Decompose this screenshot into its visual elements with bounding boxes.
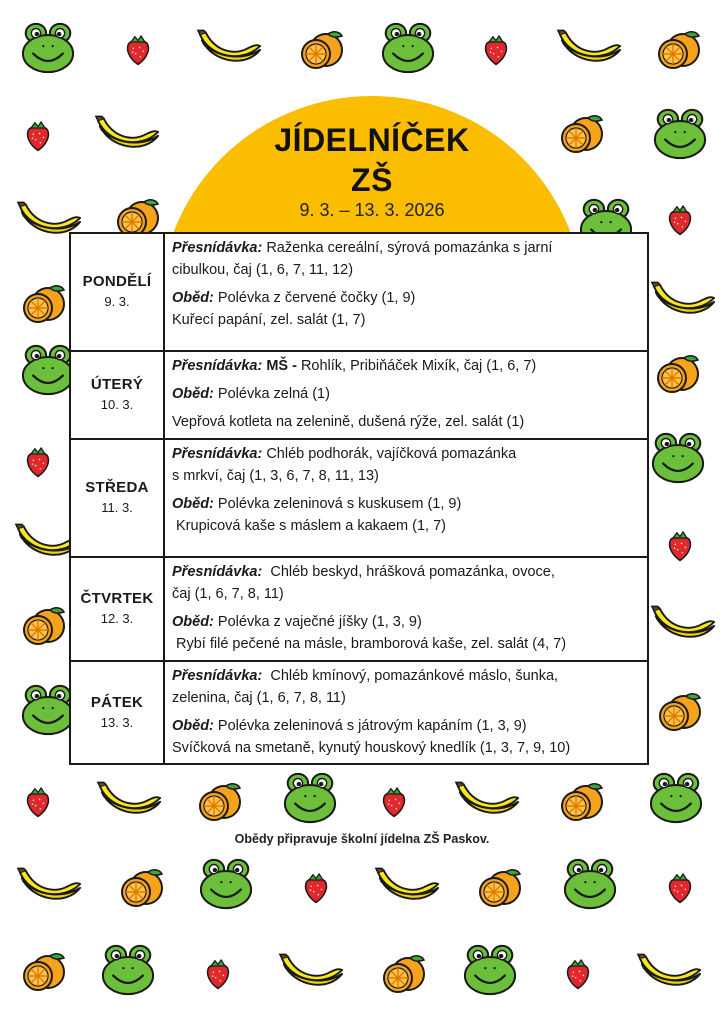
breakfast-text: Raženka cereální, sýrová pomazánka s jarní <box>266 240 553 256</box>
breakfast-label: Přesnídávka: <box>172 564 263 580</box>
banana-icon <box>454 776 522 820</box>
breakfast-label: Přesnídávka: <box>172 240 263 256</box>
frog-icon <box>462 944 518 996</box>
breakfast-text: Chléb beskyd, hrášková pomazánka, ovoce, <box>270 564 555 580</box>
footer-note: Obědy připravuje školní jídelna ZŠ Paskov. <box>234 832 490 846</box>
lunch-label: Oběd: <box>172 386 214 402</box>
lunch-line: Kuřecí papání, zel. salát (1, 7) <box>172 312 366 328</box>
lunch-text: Polévka zeleninová s játrovým kapáním (1, 3, 9) <box>217 718 527 734</box>
strawberry-icon <box>664 202 696 236</box>
strawberry-icon <box>664 870 696 904</box>
lunch-line: Rybí filé pečené na másle, bramborová kaše, zel. salát (4, 7) <box>176 636 567 652</box>
lunch-line: Krupicová kaše s máslem a kakaem (1, 7) <box>176 518 446 534</box>
breakfast-line <box>172 355 641 377</box>
date-range: 9. 3. – 13. 3. 2026 <box>299 200 445 220</box>
lunch-text: Polévka z červené čočky (1, 9) <box>217 290 416 306</box>
day-cell <box>70 557 164 661</box>
strawberry-icon <box>22 118 54 152</box>
frog-icon <box>652 108 708 160</box>
banana-icon <box>196 24 264 68</box>
breakfast-line: s mrkví, čaj (1, 3, 6, 7, 8, 11, 13) <box>172 468 379 484</box>
strawberry-icon <box>202 956 234 990</box>
lunch-line: Svíčková na smetaně, kynutý houskový knedlík (1, 3, 7, 9, 10) <box>172 740 571 756</box>
frog-icon <box>650 432 706 484</box>
table-row <box>70 557 648 661</box>
day-cell <box>70 661 164 764</box>
strawberry-icon <box>300 870 332 904</box>
breakfast-line: čaj (1, 6, 7, 8, 11) <box>172 586 284 602</box>
day-cell <box>70 233 164 351</box>
lunch-label: Oběd: <box>172 496 214 512</box>
lunch-line <box>172 611 641 633</box>
breakfast-line: zelenina, čaj (1, 6, 7, 8, 11) <box>172 690 346 706</box>
breakfast-text: Chléb kmínový, pomazánkové máslo, šunka, <box>270 668 559 684</box>
frog-icon <box>380 22 436 74</box>
day-date: 12. 3. <box>100 611 134 626</box>
meals-cell <box>164 439 648 557</box>
orange-icon <box>380 952 428 996</box>
meals-cell <box>164 661 648 764</box>
meals-cell <box>164 233 648 351</box>
menu-table <box>69 232 649 765</box>
meals-cell <box>164 351 648 439</box>
lunch-label: Oběd: <box>172 290 214 306</box>
strawberry-icon <box>378 784 410 818</box>
day-cell <box>70 351 164 439</box>
lunch-text: Polévka zelná (1) <box>217 386 330 402</box>
lunch-text: Polévka zeleninová s kuskusem (1, 9) <box>217 496 462 512</box>
day-date: 13. 3. <box>100 714 134 730</box>
day-cell <box>70 439 164 557</box>
banana-icon <box>636 948 704 992</box>
day-name: ČTVRTEK <box>80 590 154 607</box>
frog-icon <box>20 684 76 736</box>
day-name: ÚTERÝ <box>90 376 144 393</box>
breakfast-line <box>172 665 641 687</box>
orange-icon <box>558 780 606 824</box>
strawberry-icon <box>122 32 154 66</box>
lunch-line <box>172 493 641 515</box>
breakfast-line: cibulkou, čaj (1, 6, 7, 11, 12) <box>172 262 354 278</box>
table-row <box>70 661 648 764</box>
page-title <box>160 120 584 200</box>
breakfast-label: Přesnídávka: <box>172 358 263 374</box>
title-line-1: JÍDELNÍČEK <box>274 122 470 158</box>
table-row <box>70 233 648 351</box>
breakfast-text: Rohlík, Pribiňáček Mixík, čaj (1, 6, 7) <box>300 358 537 374</box>
lunch-label: Oběd: <box>172 718 214 734</box>
orange-icon <box>476 866 524 910</box>
orange-icon <box>196 780 244 824</box>
title-line-2: ZŠ <box>351 162 393 198</box>
lunch-label: Oběd: <box>172 614 214 630</box>
breakfast-text: Chléb podhorák, vajíčková pomazánka <box>266 446 517 462</box>
day-date: 10. 3. <box>100 397 134 412</box>
orange-icon <box>20 604 68 648</box>
frog-icon <box>648 772 704 824</box>
orange-icon <box>656 690 704 734</box>
frog-icon <box>20 22 76 74</box>
orange-icon <box>20 282 68 326</box>
lunch-text: Polévka z vaječné jíšky (1, 3, 9) <box>217 614 422 630</box>
strawberry-icon <box>562 956 594 990</box>
strawberry-icon <box>22 444 54 478</box>
day-date: 11. 3. <box>101 500 133 515</box>
frog-icon <box>282 772 338 824</box>
orange-icon <box>654 352 702 396</box>
banana-icon <box>650 276 718 320</box>
day-name: PONDĚLÍ <box>82 273 152 290</box>
frog-icon <box>20 344 76 396</box>
meals-cell <box>164 557 648 661</box>
lunch-line <box>172 287 641 309</box>
frog-icon <box>198 858 254 910</box>
banana-icon <box>278 948 346 992</box>
banana-icon <box>94 110 162 154</box>
breakfast-label: Přesnídávka: <box>172 668 263 684</box>
banana-icon <box>96 776 164 820</box>
breakfast-prefix: MŠ - <box>266 358 297 374</box>
orange-icon <box>20 950 68 994</box>
day-name: PÁTEK <box>90 693 144 711</box>
breakfast-line <box>172 561 641 583</box>
table-row <box>70 439 648 557</box>
lunch-line <box>172 383 641 405</box>
day-name: STŘEDA <box>85 479 149 496</box>
orange-icon <box>655 28 703 72</box>
lunch-line: Vepřová kotleta na zelenině, dušená rýže, zel. salát (1) <box>172 414 525 430</box>
day-date: 9. 3. <box>104 294 130 309</box>
lunch-line <box>172 715 641 737</box>
banana-icon <box>16 862 84 906</box>
banana-icon <box>556 24 624 68</box>
strawberry-icon <box>22 784 54 818</box>
breakfast-label: Přesnídávka: <box>172 446 263 462</box>
orange-icon <box>298 28 346 72</box>
banana-icon <box>650 600 718 644</box>
strawberry-icon <box>664 528 696 562</box>
table-row <box>70 351 648 439</box>
banana-icon <box>374 862 442 906</box>
breakfast-line <box>172 443 641 465</box>
orange-icon <box>118 866 166 910</box>
strawberry-icon <box>480 32 512 66</box>
frog-icon <box>100 944 156 996</box>
breakfast-line <box>172 237 641 259</box>
frog-icon <box>562 858 618 910</box>
